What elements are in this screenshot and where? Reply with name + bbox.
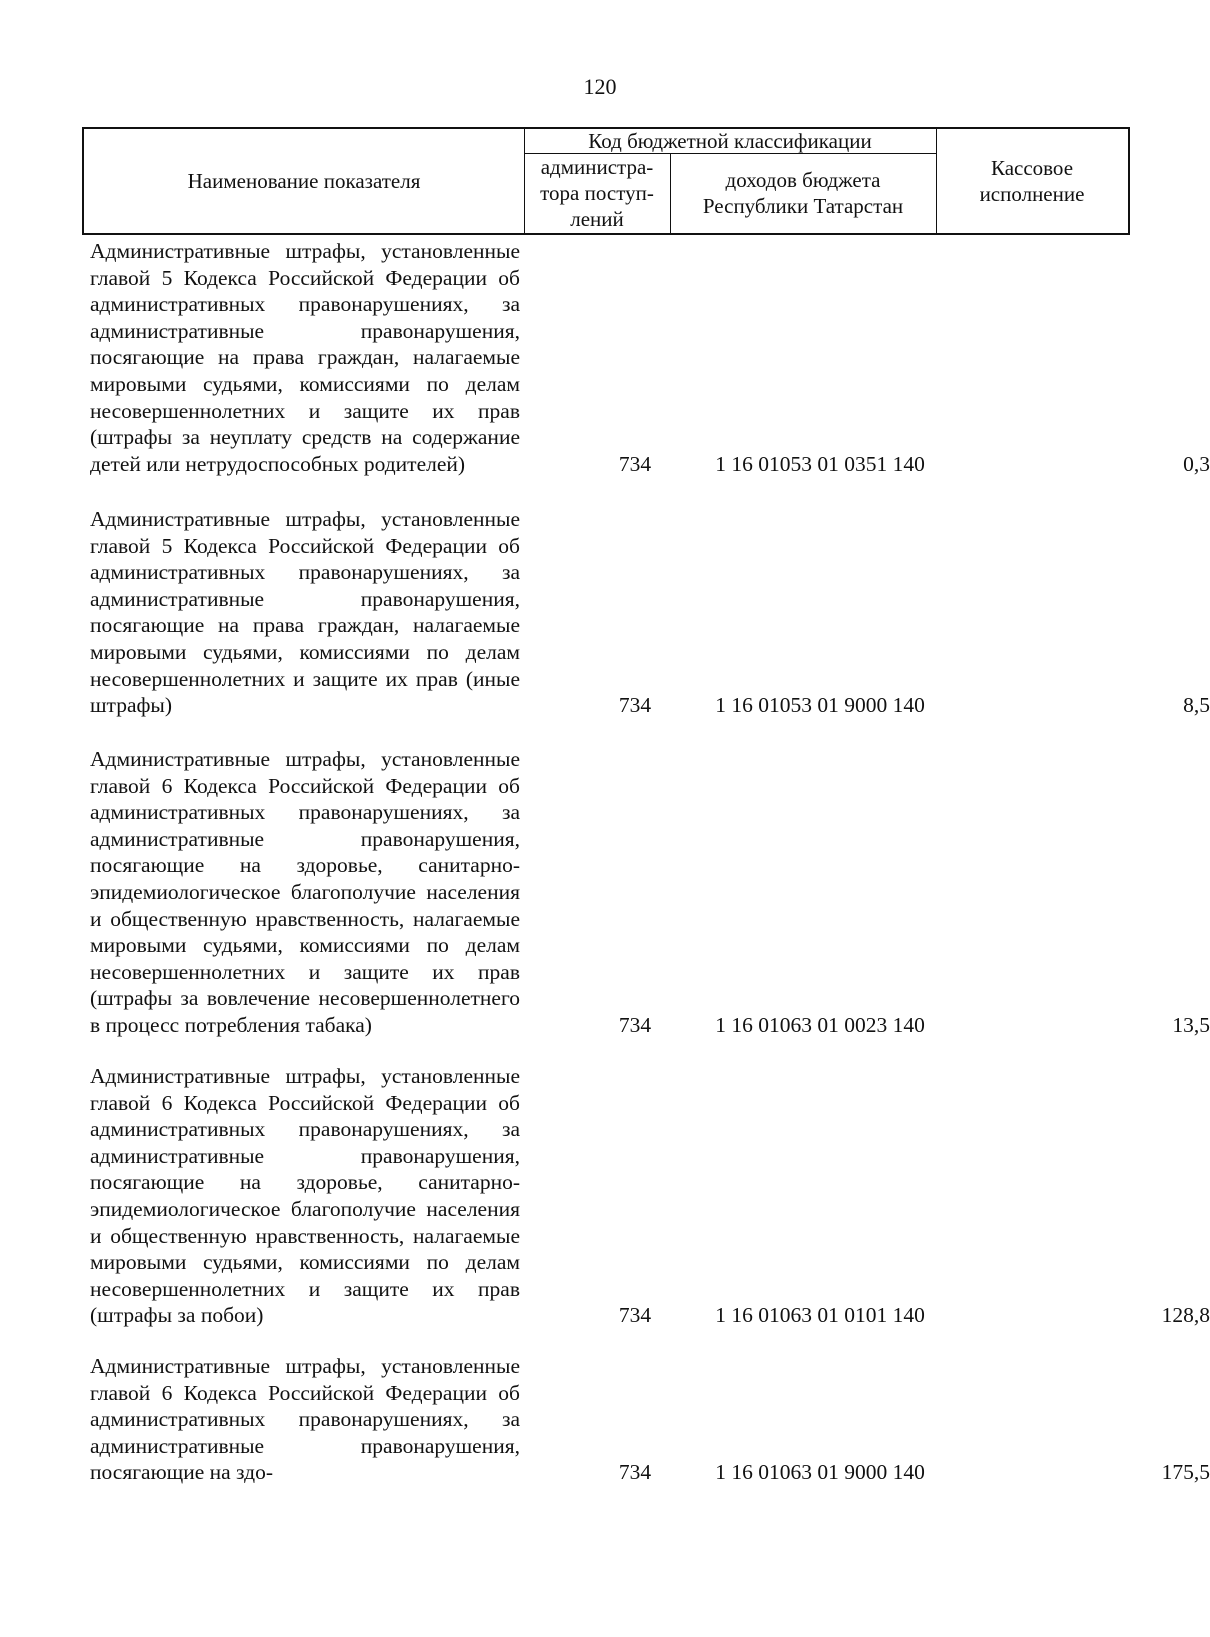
row-amount: 0,3 xyxy=(1183,451,1210,476)
row-admin-code: 734 xyxy=(618,693,652,718)
row-revenue-code: 1 16 01063 01 0101 140 xyxy=(715,1303,925,1328)
page-number: 120 xyxy=(583,74,617,99)
row-admin-code: 734 xyxy=(618,1460,652,1485)
row-admin-code: 734 xyxy=(618,1303,652,1328)
row-amount: 128,8 xyxy=(1161,1303,1210,1328)
row-admin-code: 734 xyxy=(618,451,652,476)
row-description: Административные штрафы, установленные главой 6 Кодекса Российской Федерации об административных правонарушениях, за административные правонарушения, посягающие на здоровье, санитарно-эпидемиологическое благополучие населения и общественную нравственность, налагаемые мировыми судьями, комиссиями по делам несовершеннолетних и защите их прав (штрафы за вовлечение несовершеннолетнего в процесс потребления табака) xyxy=(90,747,520,1037)
header-indicator-name: Наименование показателя xyxy=(187,169,421,193)
row-description: Административные штрафы, установленные главой 5 Кодекса Российской Федерации об административных правонарушениях, за административные правонарушения, посягающие на права граждан, налагаемые мировыми судьями, комиссиями по делам несовершеннолетних и защите их прав (штрафы за неуплату средств на содержание детей или нетрудоспособных родителей) xyxy=(90,239,520,476)
row-amount: 175,5 xyxy=(1161,1460,1210,1485)
row-revenue-code: 1 16 01063 01 0023 140 xyxy=(715,1012,925,1037)
row-description: Административные штрафы, установленные главой 6 Кодекса Российской Федерации об административных правонарушениях, за административные правонарушения, посягающие на здоровье, санитарно-эпидемиологическое благополучие населения и общественную нравственность, налагаемые мировыми судьями, комиссиями по делам несовершеннолетних и защите их прав (штрафы за побои) xyxy=(90,1064,520,1328)
row-description: Административные штрафы, установленные главой 5 Кодекса Российской Федерации об административных правонарушениях, за административные правонарушения, посягающие на права граждан, налагаемые мировыми судьями, комиссиями по делам несовершеннолетних и защите их прав (иные штрафы) xyxy=(90,507,520,718)
row-amount: 8,5 xyxy=(1183,693,1210,718)
row-revenue-code: 1 16 01053 01 9000 140 xyxy=(715,693,925,718)
header-administrator: администра- тора поступ- лений xyxy=(540,155,654,231)
row-amount: 13,5 xyxy=(1172,1012,1210,1037)
header-classification-code: Код бюджетной классификации xyxy=(588,129,872,153)
row-admin-code: 734 xyxy=(618,1012,652,1037)
row-description: Административные штрафы, установленные главой 6 Кодекса Российской Федерации об административных правонарушениях, за административные правонарушения, посягающие на здо- xyxy=(90,1354,520,1485)
table-row xyxy=(90,506,1210,719)
table-row xyxy=(90,1063,1210,1329)
header-revenue: доходов бюджета Республики Татарстан xyxy=(702,168,904,218)
row-revenue-code: 1 16 01053 01 0351 140 xyxy=(715,451,925,476)
table-row xyxy=(90,238,1210,477)
table-header xyxy=(82,127,1130,235)
row-revenue-code: 1 16 01063 01 9000 140 xyxy=(715,1460,925,1485)
table-row xyxy=(90,1353,1210,1486)
table-row xyxy=(90,746,1210,1039)
header-cash-execution: Кассовое исполнение xyxy=(979,156,1085,206)
